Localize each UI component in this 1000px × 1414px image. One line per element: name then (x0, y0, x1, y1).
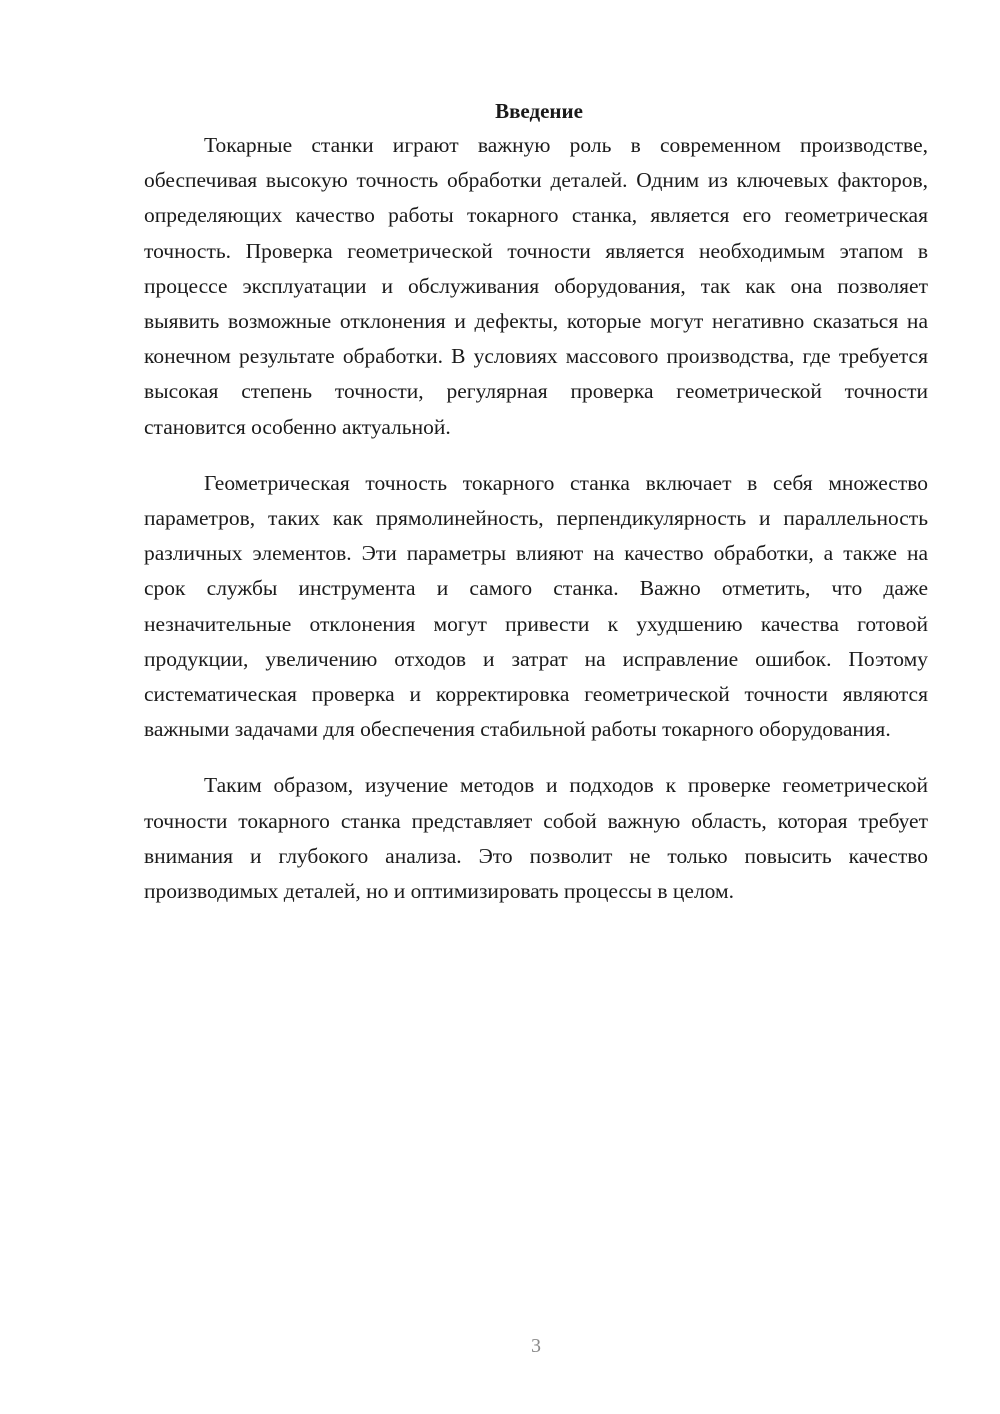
paragraph-2: Геометрическая точность токарного станка включает в себя множество параметров, таких как прямолинейность, перпендикулярность и параллельность различных элементов. Эти параметры влияют на качество обработки, а также на срок службы инструмента и самого станка. Важно отметить, что даже незначительные отклонения могут привести к ухудшению качества готовой продукции, увеличению отходов и затрат на исправление ошибок. Поэтому систематическая проверка и корректировка геометрической точности являются важными задачами для обеспечения стабильной работы токарного оборудования. (144, 470, 928, 742)
paragraph-3: Таким образом, изучение методов и подходов к проверке геометрической точности токарного станка представляет собой важную область, которая требует внимания и глубокого анализа. Это позволит не только повысить качество производимых деталей, но и оптимизировать процессы в целом. (144, 773, 928, 904)
page-number: 3 (531, 1335, 541, 1357)
paragraph-1: Токарные станки играют важную роль в современном производстве, обеспечивая высокую точность обработки деталей. Одним из ключевых факторов, определяющих качество работы токарного станка, является его геометрическая точность. Проверка геометрической точности является необходимым этапом в процессе эксплуатации и обслуживания оборудования, так как она позволяет выявить возможные отклонения и дефекты, которые могут негативно сказаться на конечном результате обработки. В условиях массового производства, где требуется высокая степень точности, регулярная проверка геометрической точности становится особенно актуальной. (144, 133, 928, 439)
page-content (144, 96, 928, 909)
section-heading: Введение (495, 99, 583, 123)
